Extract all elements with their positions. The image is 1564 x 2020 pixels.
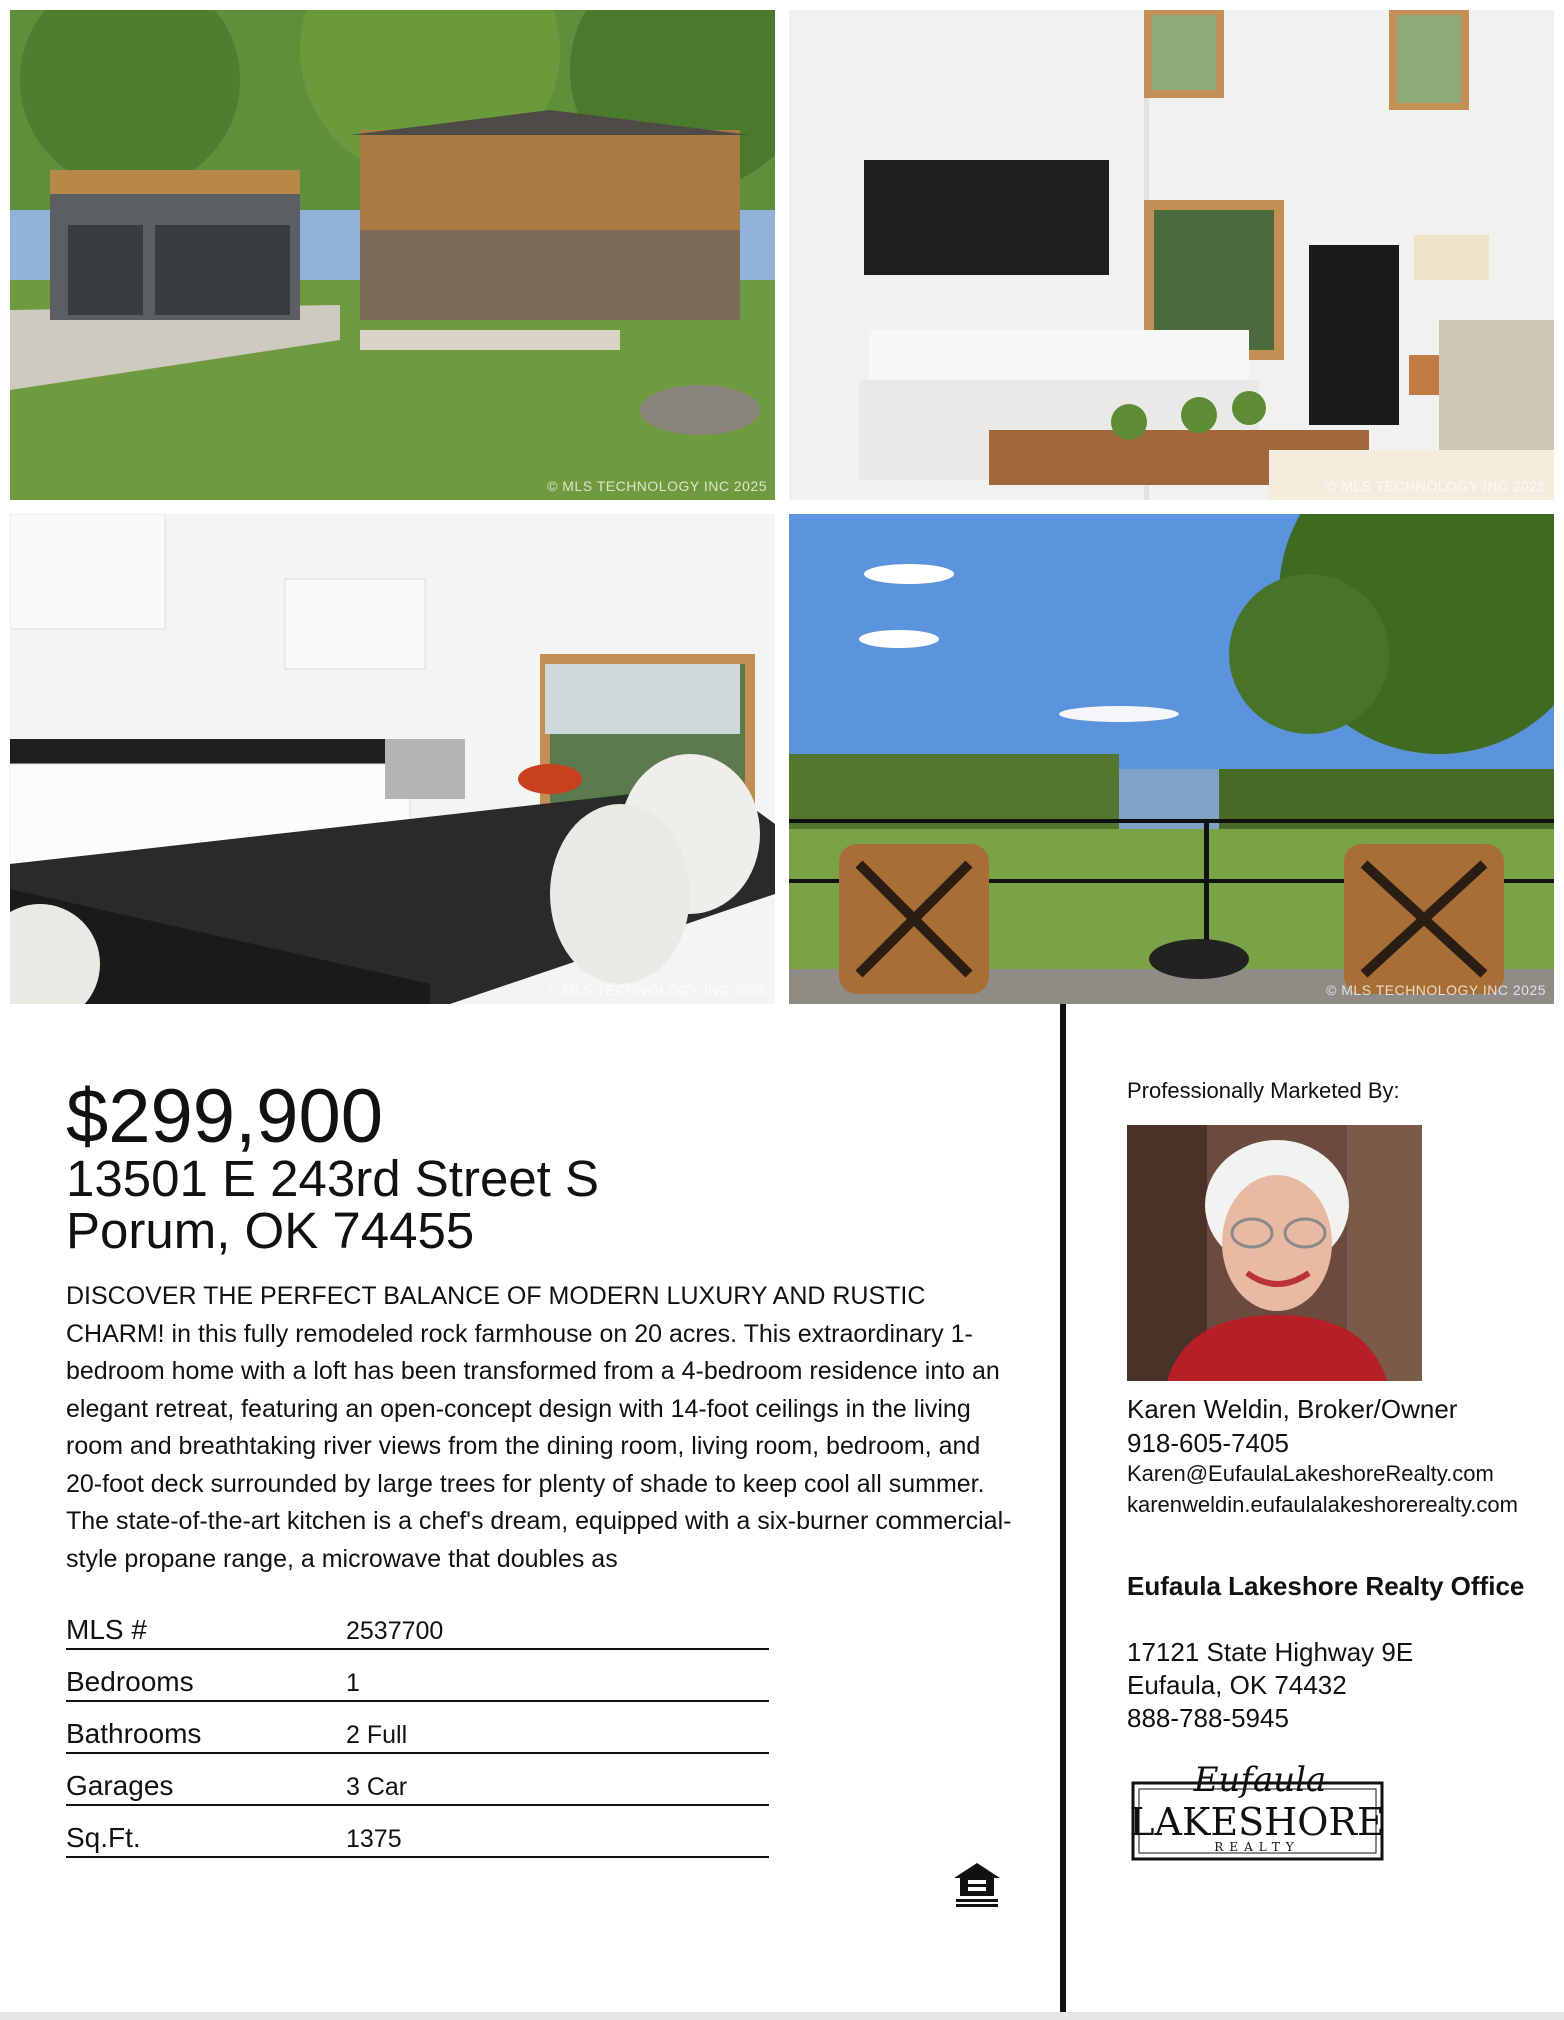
deck-view-photo <box>789 514 1554 1004</box>
agent-name: Karen Weldin, Broker/Owner <box>1127 1394 1458 1424</box>
office-address-line-1: 17121 State Highway 9E <box>1127 1637 1414 1667</box>
living-room-photo <box>789 10 1554 500</box>
column-divider <box>1060 1004 1066 2014</box>
fact-row-garages <box>66 1756 769 1806</box>
svg-text:LAKESHORE: LAKESHORE <box>1130 1800 1385 1844</box>
fact-value: 1 <box>346 1669 360 1697</box>
photo-watermark: © MLS TECHNOLOGY INC 2025 <box>1326 982 1546 998</box>
agent-phone[interactable]: 918-605-7405 <box>1127 1428 1289 1458</box>
agent-email-link[interactable]: Karen@EufaulaLakeshoreRealty.com <box>1127 1461 1494 1486</box>
fact-label: MLS # <box>66 1614 147 1645</box>
fact-value: 2 Full <box>346 1721 408 1749</box>
office-phone[interactable]: 888-788-5945 <box>1127 1703 1289 1733</box>
fact-row-bedrooms <box>66 1652 769 1702</box>
fact-row-sqft <box>66 1808 769 1858</box>
svg-text:Eufaula: Eufaula <box>1193 1760 1327 1800</box>
fact-value: 1375 <box>346 1825 402 1853</box>
office-address-line-2: Eufaula, OK 74432 <box>1127 1670 1347 1700</box>
svg-text:REALTY: REALTY <box>1214 1840 1300 1854</box>
photo-watermark: © MLS TECHNOLOGY INC 2025 <box>1326 478 1546 494</box>
address-line-1: 13501 E 243rd Street S <box>66 1150 600 1207</box>
fact-row-mls <box>66 1600 769 1650</box>
fact-value: 2537700 <box>346 1617 444 1645</box>
fact-label: Sq.Ft. <box>66 1822 141 1853</box>
fact-value: 3 Car <box>346 1773 408 1801</box>
bottom-bar <box>0 2012 1564 2020</box>
facts-table <box>66 1600 769 1860</box>
agent-photo <box>1127 1125 1422 1381</box>
photo-watermark: © MLS TECHNOLOGY INC 2025 <box>547 982 767 998</box>
exterior-photo <box>10 10 775 500</box>
address-line-2: Porum, OK 74455 <box>66 1202 475 1259</box>
photo-watermark: © MLS TECHNOLOGY INC 2025 <box>547 478 767 494</box>
fact-label: Bathrooms <box>66 1718 202 1749</box>
agent-website-link[interactable]: karenweldin.eufaulalakeshorerealty.com <box>1127 1492 1518 1517</box>
listing-price: $299,900 <box>66 1074 383 1159</box>
brokerage-logo <box>1130 1755 1385 1865</box>
kitchen-photo <box>10 514 775 1004</box>
fact-label: Garages <box>66 1770 174 1801</box>
office-name: Eufaula Lakeshore Realty Office <box>1127 1571 1525 1601</box>
marketed-by-label: Professionally Marketed By: <box>1127 1078 1400 1103</box>
listing-description: DISCOVER THE PERFECT BALANCE OF MODERN LUXURY AND RUSTIC CHARM! in this fully remodeled rock farmhouse on 20 acres. This extraordinary 1-bedroom home with a loft has been transformed from a 4-bedroom residence into an elegant retreat, featuring an open-concept design with 14-foot ceilings in the living room and breathtaking river views from the dining room, living room, bedroom, and 20-foot deck surrounded by large trees for plenty of shade to keep cool all summer. The state-of-the-art kitchen is a chef's dream, equipped with a six-burner commercial-style propane range, a microwave that doubles as <box>66 1282 1012 1573</box>
fact-row-bathrooms <box>66 1704 769 1754</box>
equal-housing-icon <box>952 1860 1002 1910</box>
fact-label: Bedrooms <box>66 1666 194 1697</box>
